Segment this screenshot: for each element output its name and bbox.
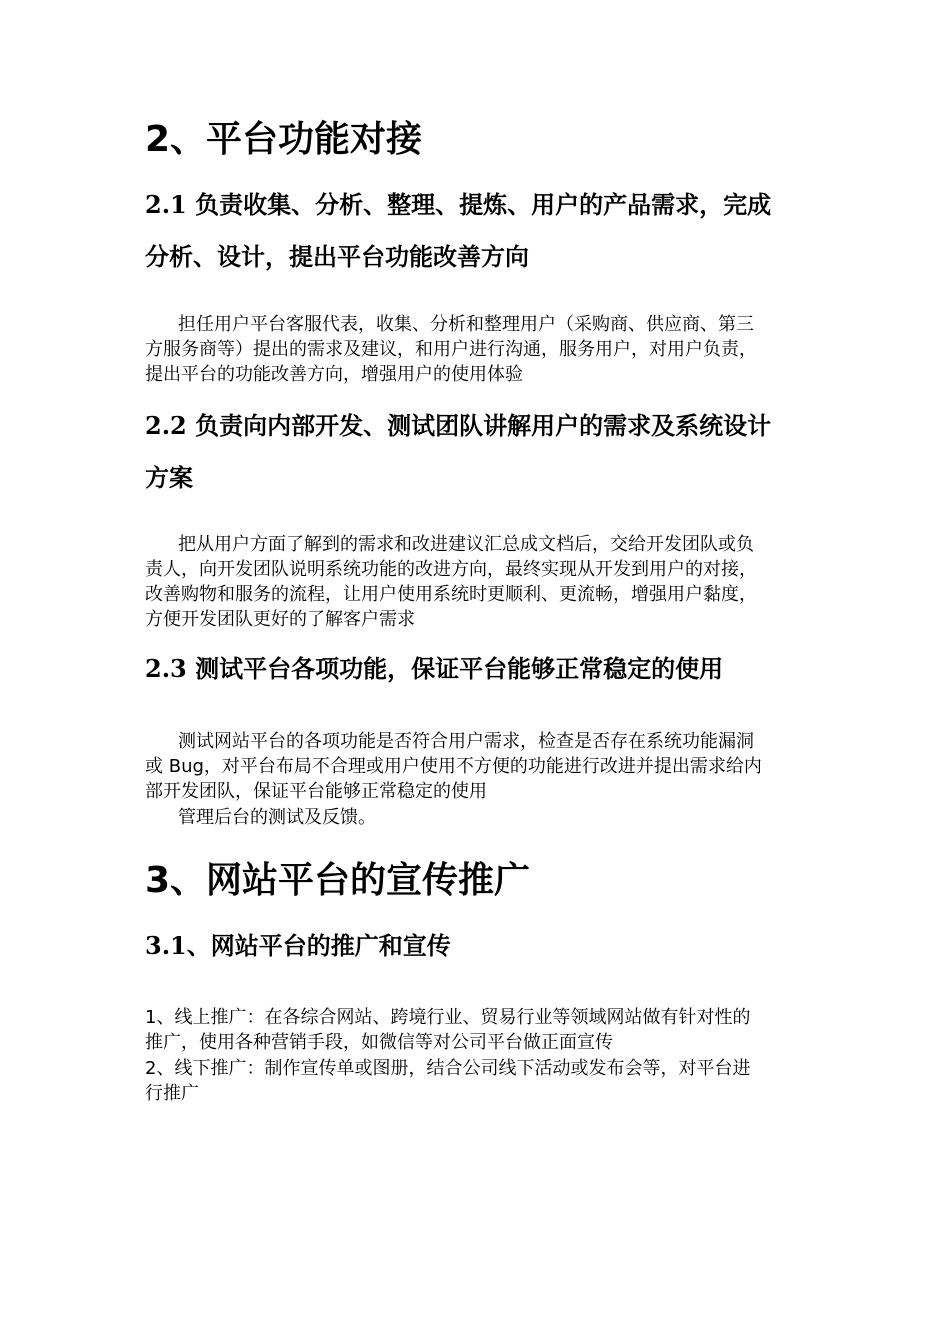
- subsection-2-1-body-line-3: 提出平台的功能改善方向，增强用户的使用体验: [145, 364, 523, 385]
- subsection-2-2-title-line-1: 2.2 负责向内部开发、测试团队讲解用户的需求及系统设计: [145, 411, 772, 440]
- subsection-2-1-title-line-1: 2.1 负责收集、分析、整理、提炼、用户的产品需求，完成: [145, 190, 772, 219]
- subsection-2-1-body-line-2: 方服务商等）提出的需求及建议，和用户进行沟通，服务用户，对用户负责，: [145, 339, 757, 360]
- subsection-2-3-title: 2.3 测试平台各项功能，保证平台能够正常稳定的使用: [145, 654, 724, 683]
- subsection-3-1-body-line-2: 推广，使用各种营销手段，如微信等对公司平台做正面宣传: [145, 1032, 613, 1053]
- subsection-2-2-body-line-3: 改善购物和服务的流程，让用户使用系统时更顺利、更流畅，增强用户黏度，: [145, 584, 757, 605]
- subsection-2-2-body-line-1: 把从用户方面了解到的需求和改进建议汇总成文档后，交给开发团队或负: [178, 534, 754, 555]
- subsection-2-2-title-line-2: 方案: [145, 463, 193, 492]
- section-3-heading: 3、网站平台的宣传推广: [145, 860, 531, 901]
- subsection-2-2-body-line-2: 责人，向开发团队说明系统功能的改进方向，最终实现从开发到用户的对接，: [145, 559, 757, 580]
- subsection-3-1-body-line-4: 行推广: [145, 1083, 199, 1104]
- section-2-heading: 2、平台功能对接: [145, 119, 423, 160]
- subsection-2-1-body-line-1: 担任用户平台客服代表，收集、分析和整理用户（采购商、供应商、第三: [178, 314, 754, 335]
- subsection-3-1-title: 3.1、网站平台的推广和宣传: [145, 931, 451, 960]
- subsection-3-1-body-line-3: 2、线下推广：制作宣传单或图册，结合公司线下活动或发布会等，对平台进: [145, 1058, 751, 1079]
- subsection-2-3-body-line-1: 测试网站平台的各项功能是否符合用户需求，检查是否存在系统功能漏洞: [178, 731, 754, 752]
- subsection-2-2-body-line-4: 方便开发团队更好的了解客户需求: [145, 609, 415, 630]
- subsection-2-3-body-line-2: 或 Bug，对平台布局不合理或用户使用不方便的功能进行改进并提出需求给内: [145, 756, 762, 777]
- subsection-2-3-body-line-3: 部开发团队，保证平台能够正常稳定的使用: [145, 781, 487, 802]
- subsection-3-1-body-line-1: 1、线上推广：在各综合网站、跨境行业、贸易行业等领域网站做有针对性的: [145, 1007, 751, 1028]
- subsection-2-1-title-line-2: 分析、设计，提出平台功能改善方向: [145, 242, 529, 271]
- subsection-2-3-body-line-4: 管理后台的测试及反馈。: [178, 807, 376, 828]
